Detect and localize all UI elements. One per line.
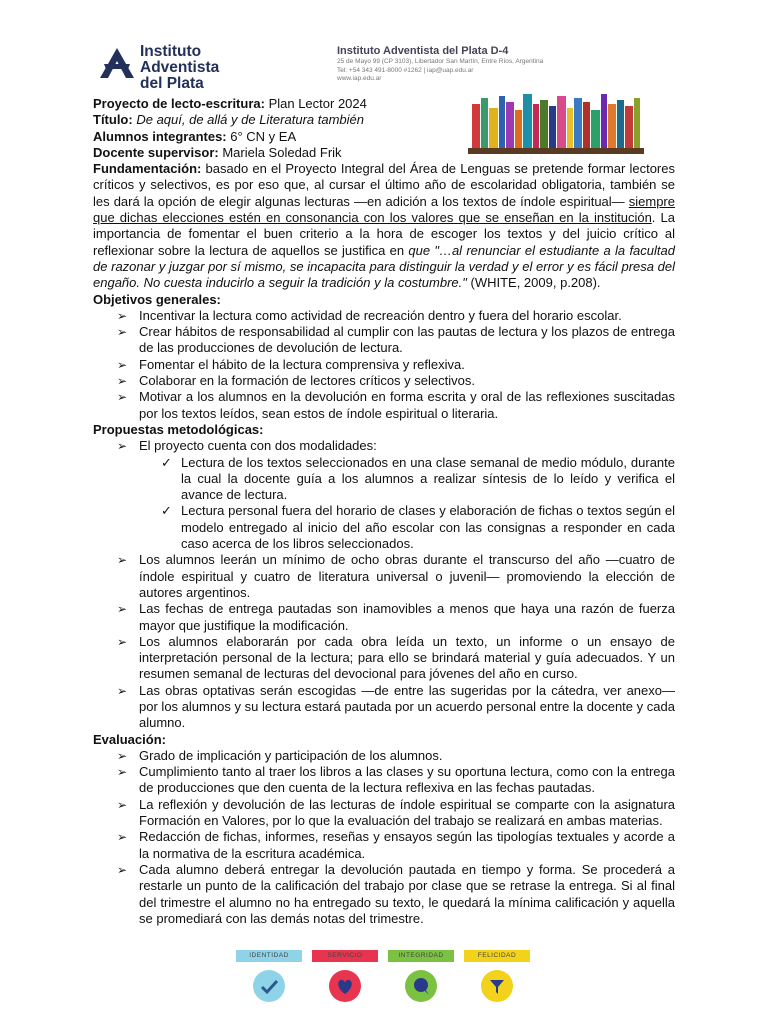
institution-name: Instituto Adventista del Plata D-4 — [337, 45, 509, 57]
title-line: Título: De aquí, de allá y de Literatura también — [93, 112, 364, 128]
arrow-bullet-icon: ➢ — [117, 862, 128, 877]
institution-contact: Tel: +54 343 491-8000 #1262 | iap@uap.edu.ar — [337, 66, 474, 74]
logo-line-2: Adventista — [140, 59, 220, 76]
check-bullet-icon: ✓ — [161, 503, 172, 519]
list-item: ➢ Motivar a los alumnos en la devolución en forma escrita y oral de las reflexiones suscitadas por los textos leídos, sean estos de índole espiritual o literaria. — [117, 389, 675, 421]
propuestas-heading: Propuestas metodológicas: — [93, 421, 264, 437]
list-item: ➢ Redacción de fichas, informes, reseñas y ensayos según las tipologías textuales y acorde a la normativa de la escritura académica. — [117, 829, 675, 861]
arrow-bullet-icon: ➢ — [117, 797, 128, 812]
heart-icon — [329, 970, 361, 1002]
arrow-bullet-icon: ➢ — [117, 602, 128, 617]
arrow-bullet-icon: ➢ — [117, 325, 128, 340]
list-item: ➢ Cada alumno deberá entregar la devolución pautada en tiempo y forma. Se procederá a restarle un punto de la calificación del trabajo por clase que se retrase la entrega. Si al final del trimestre el alumno no ha entregado su texto, le quedará la mínima calificación y aquella se promediará con las demás notas del trimestre. — [117, 861, 675, 926]
list-item: ➢ Las obras optativas serán escogidas —de entre las sugeridas por la cátedra, ver anexo— por los alumnos y su lectura estará pautada por un acuerdo personal entre la docente y cada alumno. — [117, 682, 675, 731]
list-item: ➢ La reflexión y devolución de las lecturas de índole espiritual se comparte con la asignatura Formación en Valores, por lo que la evaluación del trabajo se realizará en ambas materias. — [117, 796, 675, 829]
value-label-identidad: IDENTIDAD — [236, 950, 302, 962]
list-item: ➢ El proyecto cuenta con dos modalidades: — [117, 438, 377, 454]
arrow-bullet-icon: ➢ — [117, 748, 128, 763]
arrow-bullet-icon: ➢ — [117, 374, 128, 389]
arrow-bullet-icon: ➢ — [117, 439, 128, 454]
arrow-bullet-icon: ➢ — [117, 683, 128, 698]
list-item: ✓ Lectura personal fuera del horario de clases y elaboración de fichas o textos según el modelo entregado al inicio del año escolar con las consignas a responder en cada caso acerca de los libros seleccionados. — [161, 503, 675, 552]
teacher-line: Docente supervisor: Mariela Soledad Frik — [93, 144, 342, 160]
document-body — [93, 96, 675, 927]
list-item: ➢ Cumplimiento tanto al traer los libros a las clases y su oportuna lectura, como con la entrega de producciones que den cuenta de la lectura reflexiva en las fechas pautadas. — [117, 764, 675, 796]
check-icon — [253, 970, 285, 1002]
evaluacion-heading: Evaluación: — [93, 731, 166, 747]
list-item: ➢ Fomentar el hábito de la lectura comprensiva y reflexiva. — [117, 356, 465, 372]
arrow-bullet-icon: ➢ — [117, 830, 128, 845]
list-item: ➢ Los alumnos elaborarán por cada obra leída un texto, un informe o un ensayo de interpretación personal de la lectura; para ello se brindará material y guía adecuados. Y un resumen semanal de lecturas del devocional para jóvenes del año en curso. — [117, 633, 675, 682]
values-footer — [230, 948, 540, 1008]
institution-web: www.iap.edu.ar — [337, 75, 382, 82]
list-item: ➢ Grado de implicación y participación de los alumnos. — [117, 747, 443, 763]
list-item: ✓ Lectura de los textos seleccionados en una clase semanal de medio módulo, durante la cual la docente guía a los alumnos a realizar síntesis de lo leído y verifica el avance de lectura. — [161, 454, 675, 503]
logo-line-1: Instituto — [140, 43, 202, 60]
list-item: ➢ Los alumnos leerán un mínimo de ocho obras durante el transcurso del año —cuatro de índole espiritual y cuatro de literatura universal o juvenil— promoviendo la elección de autores argentinos. — [117, 552, 675, 600]
speech-icon — [405, 970, 437, 1002]
students-line: Alumnos integrantes: 6° CN y EA — [93, 128, 297, 144]
value-label-integridad: INTEGRIDAD — [388, 950, 454, 962]
arrow-bullet-icon: ➢ — [117, 553, 128, 568]
project-line: Proyecto de lecto-escritura: Plan Lector 2024 — [93, 96, 367, 111]
list-item: ➢ Las fechas de entrega pautadas son inamovibles a menos que haya una razón de fuerza mayor que justifique la modificación. — [117, 601, 675, 633]
fundamentacion-paragraph: Fundamentación: basado en el Proyecto Integral del Área de Lenguas se pretende formar lectores críticos y selectivos, es por eso que, al cursar el último año de escolaridad obligatoria, también se les dará la opción de elegir algunas lecturas —en adición a los textos de índole espiritual— siempre que dichas elecciones estén en consonancia con los valores que se enseñan en la institución. La importancia de fomentar el buen criterio a la hora de escoger los textos y del juicio crítico al reflexionar sobre la lectura de aquellos se justifica en que "…al renunciar el estudiante a la facultad de razonar y juzgar por sí mismo, se incapacita para distinguir la verdad y el error y es fácil presa del engaño. No cuesta inducirlo a seguir la tradición y la costumbre." (WHITE, 2009, p.208). — [93, 161, 675, 291]
arrow-bullet-icon: ➢ — [117, 634, 128, 649]
logo-mark-icon — [100, 48, 134, 78]
institution-address: 25 de Mayo 99 (CP 3103), Libertador San Martín, Entre Ríos, Argentina — [337, 58, 544, 65]
check-bullet-icon: ✓ — [161, 454, 172, 470]
arrow-bullet-icon: ➢ — [117, 765, 128, 780]
arrow-bullet-icon: ➢ — [117, 308, 128, 323]
list-item: ➢ Crear hábitos de responsabilidad al cumplir con las pautas de lectura y los plazos de entrega de las producciones de devolución de lectura. — [117, 324, 675, 356]
list-item: ➢ Incentivar la lectura como actividad de recreación dentro y fuera del horario escolar. — [117, 307, 622, 323]
logo-line-3: del Plata — [140, 75, 204, 92]
logo-text — [140, 44, 219, 92]
institution-info — [337, 44, 577, 84]
institute-logo — [100, 44, 240, 96]
filter-icon — [481, 970, 513, 1002]
letterhead — [0, 0, 768, 100]
arrow-bullet-icon: ➢ — [117, 390, 128, 405]
arrow-bullet-icon: ➢ — [117, 357, 128, 372]
objetivos-heading: Objetivos generales: — [93, 291, 221, 307]
list-item: ➢ Colaborar en la formación de lectores críticos y selectivos. — [117, 373, 475, 389]
value-label-servicio: SERVICIO — [312, 950, 378, 962]
value-label-felicidad: FELICIDAD — [464, 950, 530, 962]
